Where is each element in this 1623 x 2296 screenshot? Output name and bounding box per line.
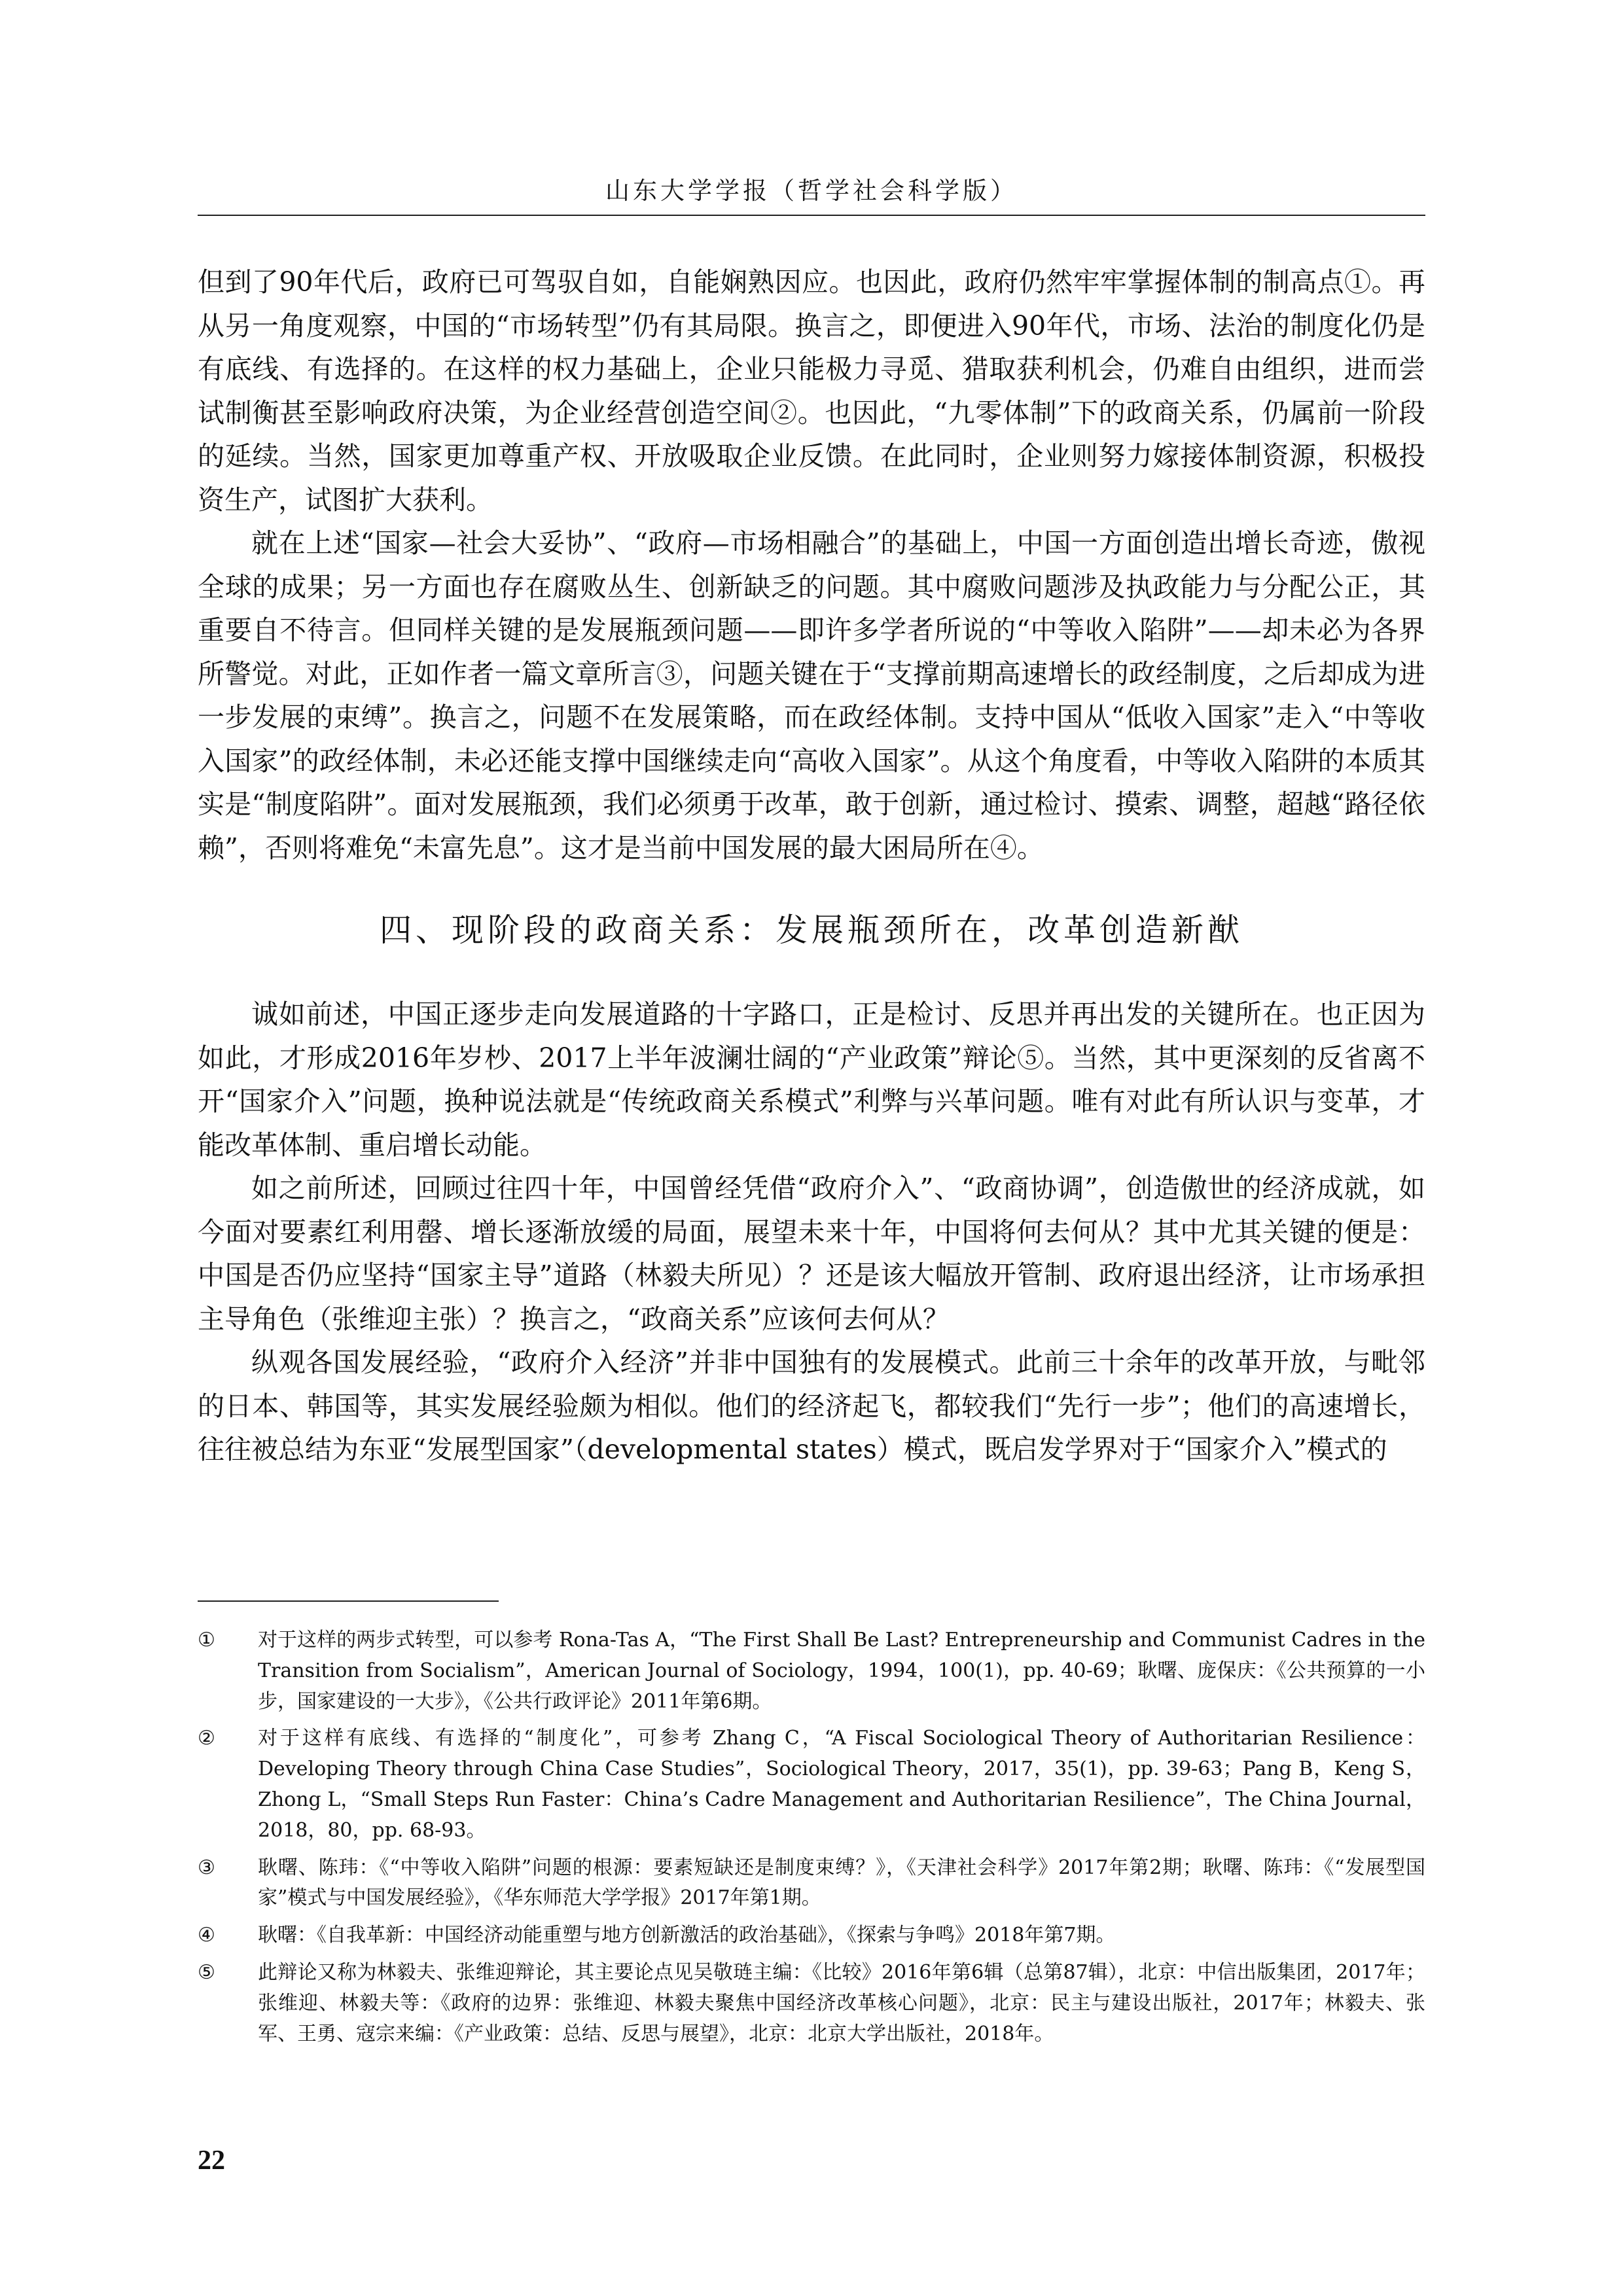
footnote-marker: ③ bbox=[198, 1856, 215, 1879]
footnote-marker: ① bbox=[198, 1629, 215, 1651]
footnote-text: 耿曙：《自我革新：中国经济动能重塑与地方创新激活的政治基础》，《探索与争鸣》2018年第7期。 bbox=[258, 1924, 1116, 1947]
footnote-text: 此辩论又称为林毅夫、张维迎辩论，其主要论点见吴敬琏主编：《比较》2016年第6辑（总第87辑），北京：中信出版集团，2017年；张维迎、林毅夫等：《政府的边界：张维迎、林毅夫聚焦中国经济改革核心问题》，北京：民主与建设出版社，2017年；林毅夫、张军、王勇、寇宗来编：《产业政策：总结、反思与展望》，北京：北京大学出版社，2018年。 bbox=[258, 1960, 1425, 2045]
body-paragraph-5: 纵观各国发展经验，“政府介入经济”并非中国独有的发展模式。此前三十余年的改革开放，与毗邻的日本、韩国等，其实发展经验颇为相似。他们的经济起飞，都较我们“先行一步”；他们的高速增长，往往被总结为东亚“发展型国家”（developmental states）模式，既启发学界对于“国家介入”模式的 bbox=[198, 1347, 1425, 1465]
footnote-marker: ② bbox=[198, 1727, 215, 1750]
footnote-4 bbox=[198, 1920, 1425, 1951]
footnotes bbox=[198, 1625, 1425, 2056]
footnote-5 bbox=[198, 1958, 1425, 2049]
body-paragraph-2: 就在上述“国家—社会大妥协”、“政府—市场相融合”的基础上，中国一方面创造出增长奇迹，傲视全球的成果；另一方面也存在腐败丛生、创新缺乏的问题。其中腐败问题涉及执政能力与分配公正，其重要自不待言。但同样关键的是发展瓶颈问题——即许多学者所说的“中等收入陷阱”——却未必为各界所警觉。对此，正如作者一篇文章所言③，问题关键在于“支撑前期高速增长的政经制度，之后却成为进一步发展的束缚”。换言之，问题不在发展策略，而在政经体制。支持中国从“低收入国家”走入“中等收入国家”的政经体制，未必还能支撑中国继续走向“高收入国家”。从这个角度看，中等收入陷阱的本质其实是“制度陷阱”。面对发展瓶颈，我们必须勇于改革，敢于创新，通过检讨、摸索、调整，超越“路径依赖”，否则将难免“未富先息”。这才是当前中国发展的最大困局所在④。 bbox=[198, 527, 1425, 864]
footnote-text: 对于这样有底线、有选择的“制度化”，可参考 Zhang C，“A Fiscal Sociological Theory of Authoritarian Resilience：Developing Theory through China Case Studies”，Sociological Theory，2017，35(1)，pp. 39-63；Pang B，Keng S，Zhong L，“Small Steps Run Faster：China’s Cadre Management and Authoritarian Resilience”，The China Journal，2018，80，pp. 68-93。 bbox=[258, 1727, 1425, 1842]
footnote-marker: ⑤ bbox=[198, 1960, 215, 1984]
page-number: 22 bbox=[198, 2146, 225, 2176]
footnote-text: 对于这样的两步式转型，可以参考 Rona-Tas A，“The First Shall Be Last? Entrepreneurship and Communist Cadres in the Transition from Socialism”，American Journal of Sociology，1994，100(1)，pp. 40-69；耿曙、庞保庆：《公共预算的一小步，国家建设的一大步》，《公共行政评论》2011年第6期。 bbox=[258, 1629, 1425, 1713]
section-heading: 四、现阶段的政商关系：发展瓶颈所在，改革创造新猷 bbox=[379, 911, 1243, 949]
body-paragraph-4: 如之前所述，回顾过往四十年，中国曾经凭借“政府介入”、“政商协调”，创造傲世的经济成就，如今面对要素红利用罄、增长逐渐放缓的局面，展望未来十年，中国将何去何从？其中尤其关键的便是：中国是否仍应坚持“国家主导”道路（林毅夫所见）？还是该大幅放开管制、政府退出经济，让市场承担主导角色（张维迎主张）？换言之，“政商关系”应该何去何从？ bbox=[198, 1173, 1425, 1335]
body-text bbox=[198, 260, 1425, 1472]
footnote-2 bbox=[198, 1723, 1425, 1846]
header-rule bbox=[198, 215, 1425, 216]
footnote-text: 耿曙、陈玮：《“中等收入陷阱”问题的根源：要素短缺还是制度束缚？》，《天津社会科学》2017年第2期；耿曙、陈玮：《“发展型国家”模式与中国发展经验》，《华东师范大学学报》2017年第1期。 bbox=[258, 1856, 1425, 1910]
running-head: 山东大学学报（哲学社会科学版） bbox=[605, 177, 1018, 205]
body-paragraph-3: 诚如前述，中国正逐步走向发展道路的十字路口，正是检讨、反思并再出发的关键所在。也正因为如此，才形成2016年岁杪、2017上半年波澜壮阔的“产业政策”辩论⑤。当然，其中更深刻的反省离不开“国家介入”问题，换种说法就是“传统政商关系模式”利弊与兴革问题。唯有对此有所认识与变革，才能改革体制、重启增长动能。 bbox=[198, 998, 1425, 1161]
footnote-1 bbox=[198, 1625, 1425, 1717]
body-paragraph-1: 但到了90年代后，政府已可驾驭自如，自能娴熟因应。也因此，政府仍然牢牢掌握体制的制高点①。再从另一角度观察，中国的“市场转型”仍有其局限。换言之，即便进入90年代，市场、法治的制度化仍是有底线、有选择的。在这样的权力基础上，企业只能极力寻觅、猎取获利机会，仍难自由组织，进而尝试制衡甚至影响政府决策，为企业经营创造空间②。也因此，“九零体制”下的政商关系，仍属前一阶段的延续。当然，国家更加尊重产权、开放吸取企业反馈。在此同时，企业则努力嫁接体制资源，积极投资生产，试图扩大获利。 bbox=[198, 266, 1425, 516]
footnote-marker: ④ bbox=[198, 1924, 215, 1947]
footnote-3 bbox=[198, 1853, 1425, 1915]
footnote-rule bbox=[198, 1600, 499, 1602]
